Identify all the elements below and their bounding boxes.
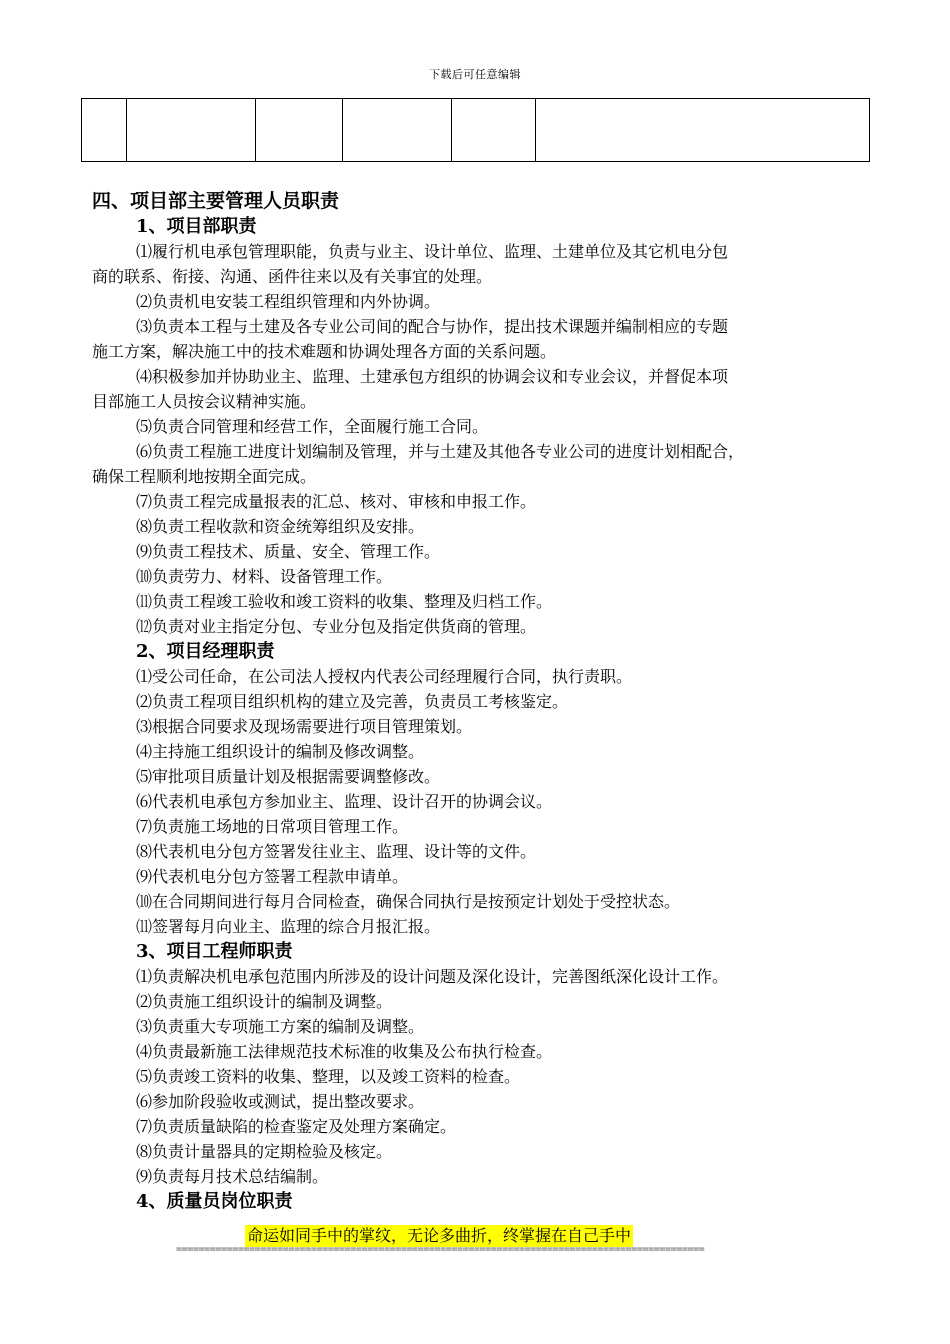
subsection-heading: 3、项目工程师职责 [136,941,293,962]
table-row [82,99,870,162]
duty-line: ⑻代表机电分包方签署发往业主、监理、设计等的文件。 [136,842,537,861]
table-cell [127,99,256,162]
duty-line: ⑽在合同期间进行每月合同检查，确保合同执行是按预定计划处于受控状态。 [136,892,681,911]
duty-line: ⑸负责合同管理和经营工作，全面履行施工合同。 [136,417,489,436]
duty-line: ⑹参加阶段验收或测试，提出整改要求。 [136,1092,425,1111]
duty-line: ⑻负责工程收款和资金统筹组织及安排。 [136,517,425,536]
duty-line: ⑺负责施工场地的日常项目管理工作。 [136,817,409,836]
duty-line: 确保工程顺利地按期全面完成。 [92,467,317,486]
duty-line: ⑻负责计量器具的定期检验及核定。 [136,1142,393,1161]
duty-line: ⑶负责重大专项施工方案的编制及调整。 [136,1017,425,1036]
duty-line: ⑴受公司任命，在公司法人授权内代表公司经理履行合同，执行责职。 [136,667,633,686]
footer-motto: 命运如同手中的掌纹，无论多曲折，终掌握在自己手中 [247,1226,632,1245]
duty-line: ⑵负责工程项目组织机构的建立及完善，负责员工考核鉴定。 [136,692,569,711]
duty-line: ⑷负责最新施工法律规范技术标准的收集及公布执行检查。 [136,1042,553,1061]
table-cell [452,99,536,162]
subsection-heading: 2、项目经理职责 [136,641,275,662]
footer-rule: ============================================================================================== [176,1244,705,1255]
duty-line: ⑶负责本工程与土建及各专业公司间的配合与协作，提出技术课题并编制相应的专题 [136,317,729,336]
table-cell [256,99,343,162]
duty-line: ⑷主持施工组织设计的编制及修改调整。 [136,742,425,761]
subsection-heading: 4、质量员岗位职责 [136,1191,293,1212]
table-cell [82,99,127,162]
duty-line: ⑵负责机电安装工程组织管理和内外协调。 [136,292,441,311]
duty-line: ⑸审批项目质量计划及根据需要调整修改。 [136,767,441,786]
table-cell [536,99,870,162]
subsection-heading: 1、项目部职责 [136,216,257,237]
table-cell [343,99,452,162]
duty-line: ⑹代表机电承包方参加业主、监理、设计召开的协调会议。 [136,792,553,811]
section-title: 四、项目部主要管理人员职责 [92,190,340,212]
duty-line: ⑺负责工程完成量报表的汇总、核对、审核和申报工作。 [136,492,537,511]
header-note: 下载后可任意编辑 [429,68,521,81]
duty-line: ⑾负责工程竣工验收和竣工资料的收集、整理及归档工作。 [136,592,553,611]
duty-line: ⑶根据合同要求及现场需要进行项目管理策划。 [136,717,473,736]
duty-line: ⑽负责劳力、材料、设备管理工作。 [136,567,393,586]
duty-line: 目部施工人员按会议精神实施。 [92,392,317,411]
document-body [92,188,872,1214]
duty-line: ⑼代表机电分包方签署工程款申请单。 [136,867,409,886]
duty-line: ⑷积极参加并协助业主、监理、土建承包方组织的协调会议和专业会议，并督促本项 [136,367,729,386]
duty-line: 施工方案，解决施工中的技术难题和协调处理各方面的关系问题。 [92,342,557,361]
duty-line: ⑼负责工程技术、质量、安全、管理工作。 [136,542,441,561]
duty-line: ⑴负责解决机电承包范围内所涉及的设计问题及深化设计，完善图纸深化设计工作。 [136,967,729,986]
duty-line: 商的联系、衔接、沟通、函件往来以及有关事宜的处理。 [92,267,493,286]
duty-line: ⑾签署每月向业主、监理的综合月报汇报。 [136,917,441,936]
duty-line: ⑼负责每月技术总结编制。 [136,1167,329,1186]
blank-table [81,98,870,162]
duty-line: ⑿负责对业主指定分包、专业分包及指定供货商的管理。 [136,617,537,636]
duty-line: ⑵负责施工组织设计的编制及调整。 [136,992,393,1011]
duty-line: ⑺负责质量缺陷的检查鉴定及处理方案确定。 [136,1117,457,1136]
duty-line: ⑹负责工程施工进度计划编制及管理，并与土建及其他各专业公司的进度计划相配合， [136,442,745,461]
duty-line: ⑸负责竣工资料的收集、整理，以及竣工资料的检查。 [136,1067,521,1086]
duty-line: ⑴履行机电承包管理职能，负责与业主、设计单位、监理、土建单位及其它机电分包 [136,242,729,261]
